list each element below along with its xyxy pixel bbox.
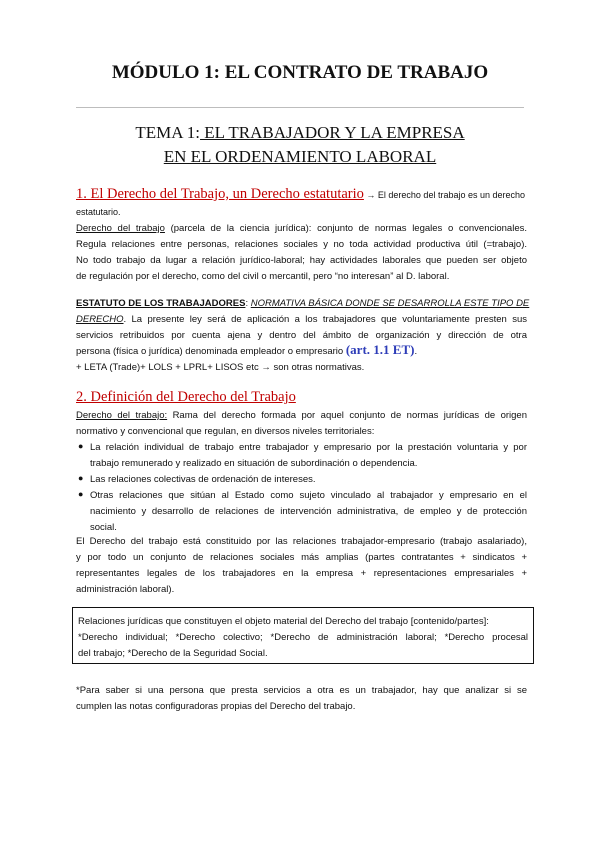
- section-2-heading: [76, 387, 296, 407]
- divider: [76, 107, 524, 108]
- et-line4-end: .: [414, 346, 418, 357]
- section-2-p-line1: El Derecho del trabajo está constituido por las relaciones trabajador-empresario (trabajo asalariado),: [76, 536, 527, 547]
- term-derecho-trabajo: Derecho del trabajo: [76, 223, 165, 234]
- bullet-1-line2: trabajo remunerado y realizado en situación de subordinación o dependencia.: [90, 458, 418, 469]
- et-label: ESTATUTO DE LOS TRABAJADORES: [76, 298, 246, 309]
- et-line4-text: persona (física o jurídica) denominada empleador o empresario: [76, 346, 346, 357]
- section-2-p-line2: y por todo un conjunto de relaciones sociales más amplias (partes contratantes + sindicatos +: [76, 552, 527, 563]
- bullet-1-line1: La relación individual de trabajo entre trabajador y empresario por la prestación voluntaria y por: [90, 442, 527, 453]
- term-derecho-trabajo-def: Derecho del trabajo:: [76, 410, 168, 421]
- bullet-3-line1: Otras relaciones que sitúan al Estado como sujeto vinculado al trabajador y empresario en el: [90, 490, 527, 501]
- section-1-p2-line2: de regulación por el derecho, como del civil o mercantil, pero “no interesan” al D. laboral.: [76, 271, 450, 282]
- bullet-dot-1: ●: [78, 441, 84, 451]
- et-line4: [76, 343, 527, 358]
- et-italic-1: NORMATIVA BÁSICA DONDE SE DESARROLLA ESTE TIPO DE: [250, 298, 530, 309]
- box-line3: del trabajo; *Derecho de la Seguridad Social.: [78, 648, 268, 659]
- section-2-def-text: Rama del derecho formada por aquel conjunto de normas jurídicas de origen: [167, 410, 527, 421]
- art-reference: (art. 1.1 ET): [345, 342, 415, 357]
- bullet-3-line2: nacimiento y desarrollo de relaciones de intervención administrativa, de empleo y de protección: [90, 506, 527, 517]
- bullet-dot-3: ●: [78, 489, 84, 499]
- et-line3: servicios retribuidos por cuenta ajena y dentro del ámbito de organización y dirección de otra: [76, 330, 527, 341]
- bullet-2-line1: Las relaciones colectivas de ordenación de intereses.: [90, 474, 316, 485]
- section-1-heading-text: 1. El Derecho del Trabajo, un Derecho estatutario: [76, 186, 364, 202]
- section-2-def-line2: normativo y convencional que regulan, en diversos niveles territoriales:: [76, 426, 375, 437]
- section-2-heading-text: 2. Definición del Derecho del Trabajo: [76, 389, 296, 405]
- tema-prefix: TEMA 1:: [135, 123, 201, 142]
- tema-title-text-2: EN EL ORDENAMIENTO LABORAL: [163, 147, 437, 166]
- et-colon: :: [245, 298, 251, 309]
- section-1-p2-line1: No todo trabajo da lugar a relación jurídico-laboral; hay actividades laborales que pueden ser objeto: [76, 255, 527, 266]
- section-1-heading-tail: → El derecho del trabajo es un derecho: [363, 190, 526, 200]
- box-line2: *Derecho individual; *Derecho colectivo; *Derecho de administración laboral; *Derecho procesal: [78, 632, 528, 643]
- section-1-p1-line2: Regula relaciones entre personas, relaciones sociales y no toda actividad productiva útil (=trabajo).: [76, 239, 527, 250]
- tema-title-text-1: EL TRABAJADOR Y LA EMPRESA: [200, 123, 465, 142]
- et-line5: + LETA (Trade)+ LOLS + LPRL+ LISOS etc → son otras normativas.: [76, 362, 365, 373]
- relations-box: [72, 607, 534, 664]
- module-title: MÓDULO 1: EL CONTRATO DE TRABAJO: [111, 62, 489, 83]
- section-2-p-line4: administración laboral).: [76, 584, 175, 595]
- section-1-heading: [76, 184, 525, 205]
- note-line1: *Para saber si una persona que presta servicios a otra es un trabajador, hay que analizar si se: [76, 685, 527, 696]
- tema-title-line-1: [0, 121, 600, 145]
- box-line1: Relaciones jurídicas que constituyen el objeto material del Derecho del trabajo [contenido/partes]:: [78, 616, 489, 627]
- tema-title-line-2: [0, 145, 600, 169]
- bullet-dot-2: ●: [78, 473, 84, 483]
- section-2-def-line1: [76, 409, 527, 422]
- section-1-p1-text: (parcela de la ciencia jurídica): conjunto de normas legales o convencionales.: [164, 223, 527, 234]
- section-2-p-line3: representantes legales de los trabajadores en la empresa + representaciones empresariales +: [76, 568, 527, 579]
- bullet-3-line3: social.: [90, 522, 117, 533]
- section-1-p1-line1: [76, 222, 527, 235]
- et-italic-2: DERECHO: [76, 314, 124, 325]
- et-line2: [76, 313, 527, 326]
- note-line2: cumplen las notas configuradoras propias del Derecho del trabajo.: [76, 701, 356, 712]
- et-line1: [76, 297, 530, 310]
- et-line2-rest: . La presente ley será de aplicación a los trabajadores que voluntariamente presten sus: [123, 314, 527, 325]
- section-1-tail-cont: estatutario.: [76, 207, 121, 217]
